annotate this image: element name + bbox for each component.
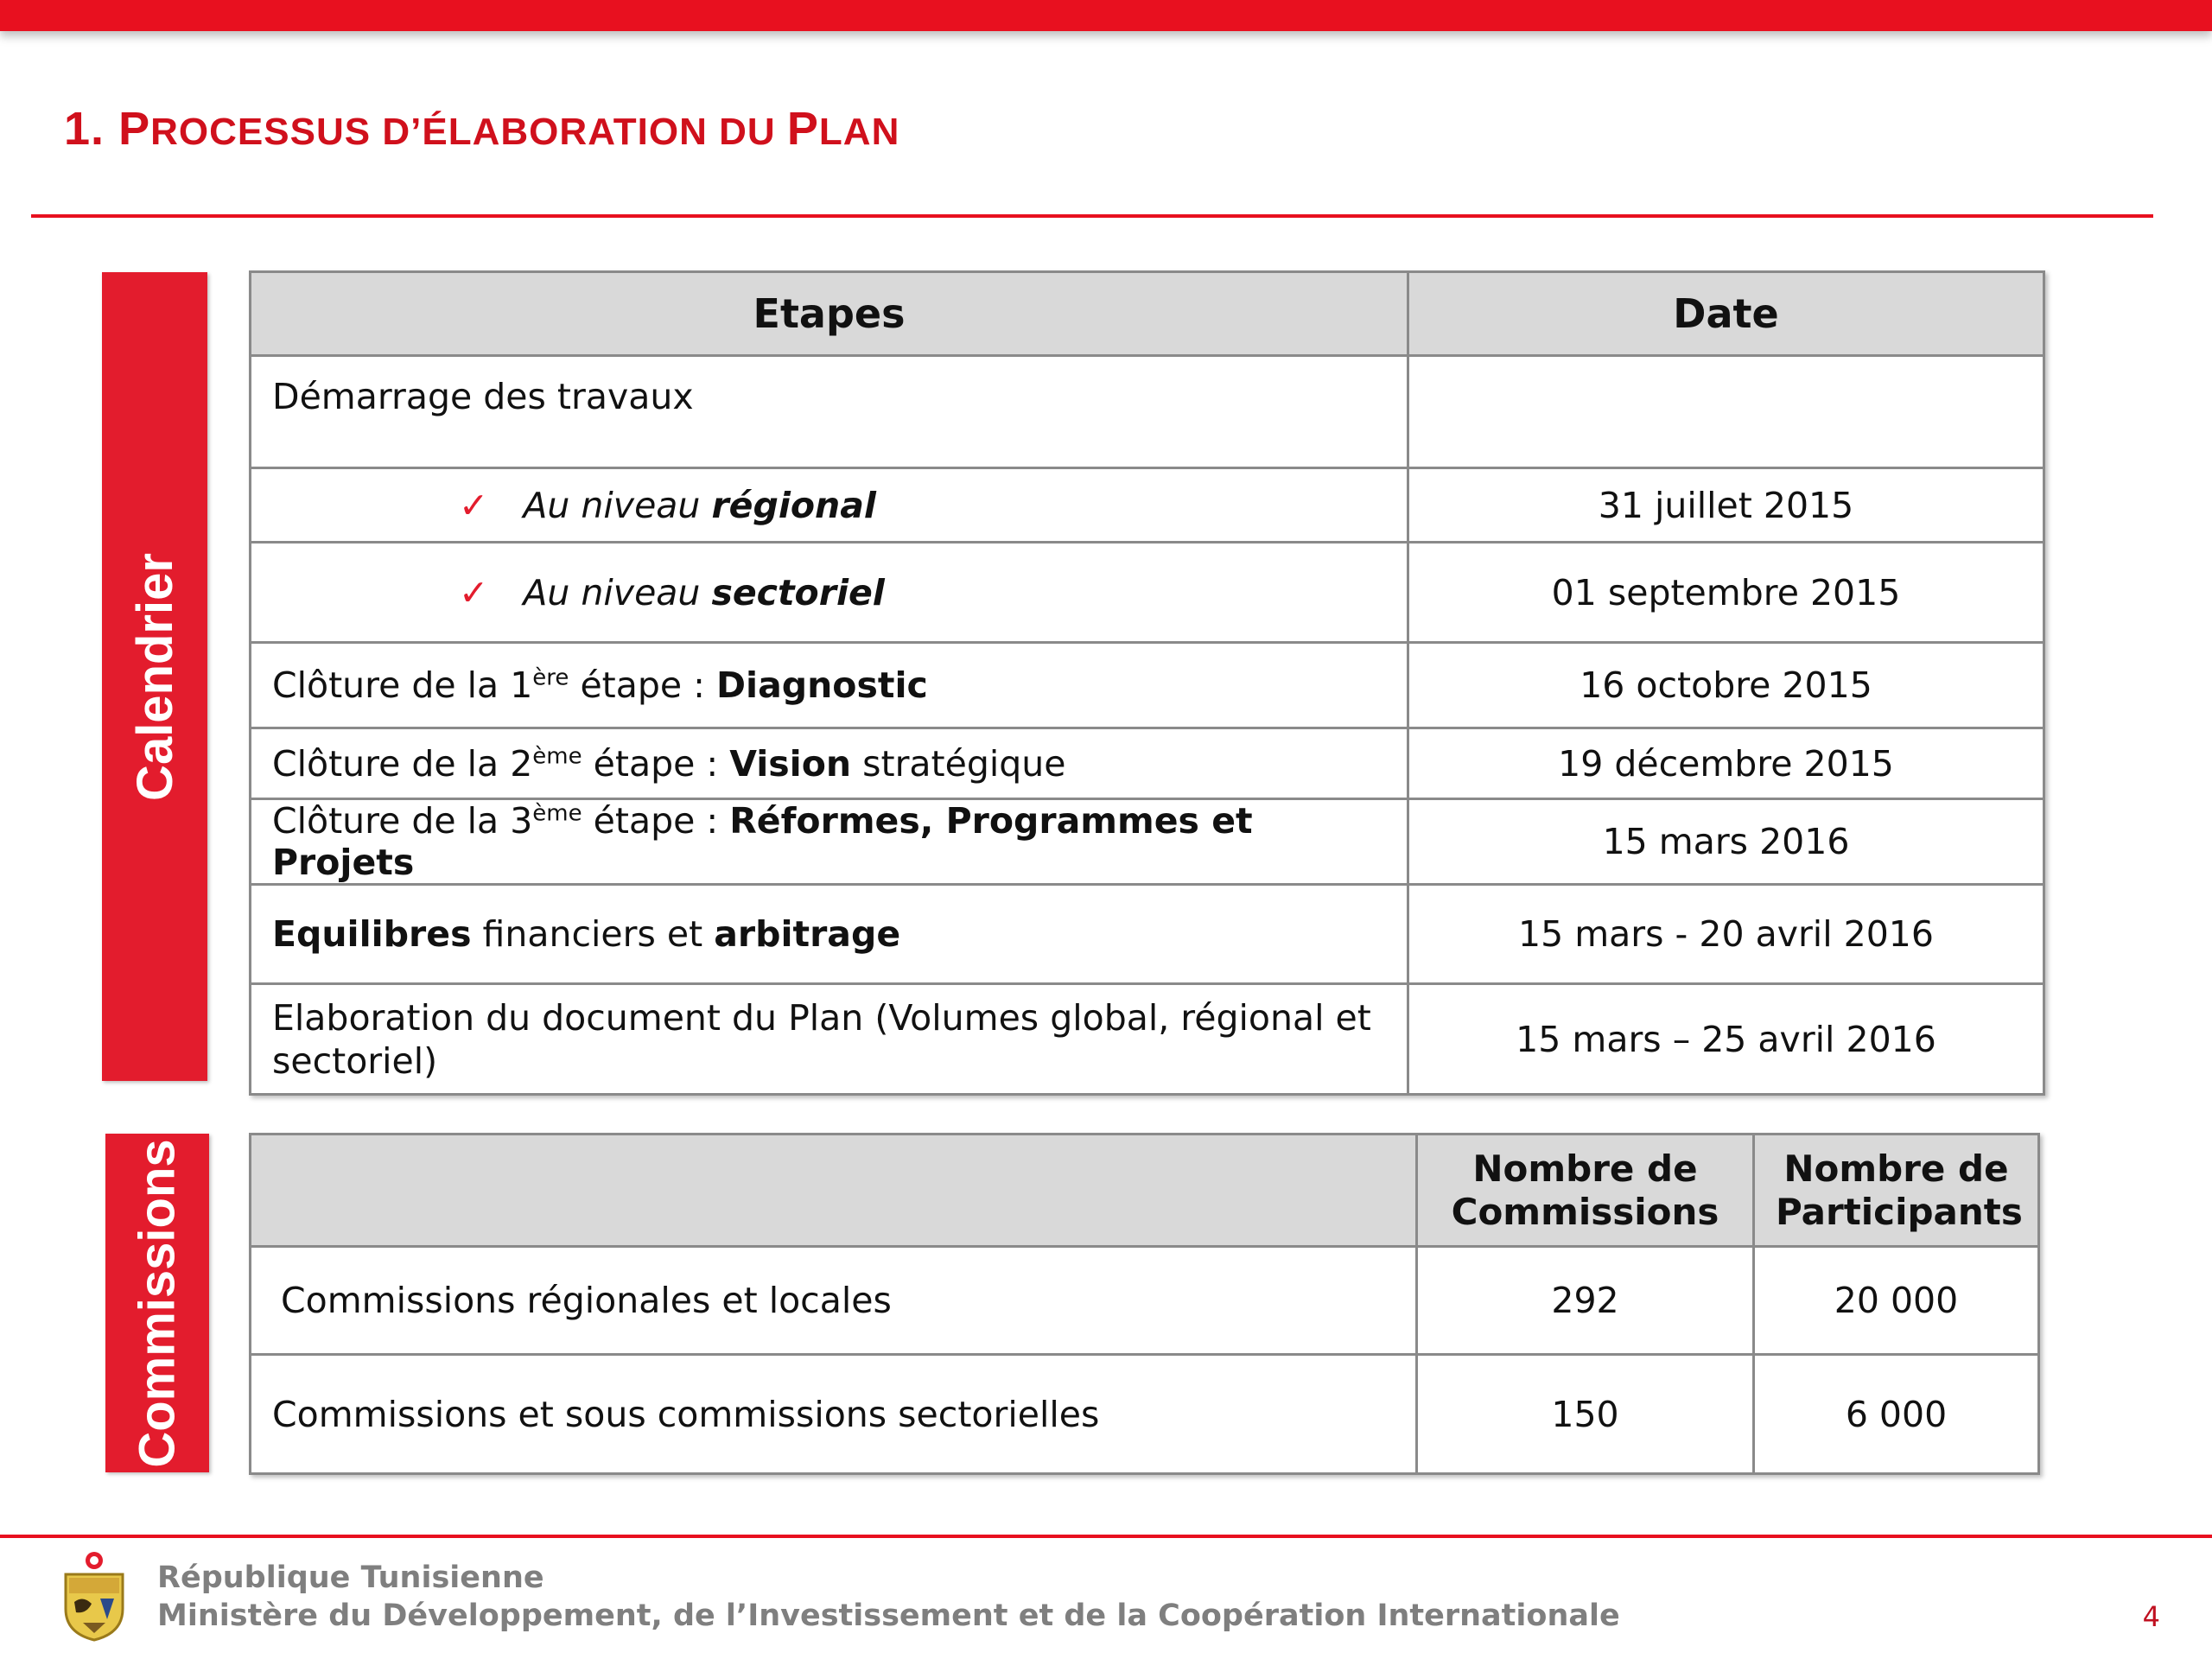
table-row xyxy=(251,984,2044,1095)
table-row xyxy=(251,468,2044,543)
etape-bold: arbitrage xyxy=(714,913,901,955)
etape-cell xyxy=(251,643,1408,728)
table-header-row xyxy=(251,1135,2039,1247)
etape-bold: Réformes, Programmes et Projets xyxy=(272,800,1253,883)
etape-prefix: Au niveau xyxy=(523,571,712,613)
table-header-row xyxy=(251,272,2044,356)
etape-text: Clôture de la 2 xyxy=(272,742,533,785)
etape-cell: Elaboration du document du Plan (Volumes global, régional et sectoriel) xyxy=(251,984,1408,1095)
etape-bold: Diagnostic xyxy=(716,664,928,706)
date-cell xyxy=(1408,356,2044,468)
etape-cell xyxy=(251,728,1408,799)
header-blank xyxy=(251,1135,1417,1247)
etape-text: financiers et xyxy=(471,913,715,955)
etape-cell xyxy=(251,468,1408,543)
table-row xyxy=(251,885,2044,984)
date-cell: 16 octobre 2015 xyxy=(1408,643,2044,728)
table-row xyxy=(251,728,2044,799)
etape-text: stratégique xyxy=(851,742,1066,785)
etape-bold: régional xyxy=(711,484,876,526)
header-nombre-commissions: Nombre de Commissions xyxy=(1417,1135,1754,1247)
participants-count-cell: 20 000 xyxy=(1754,1247,2039,1355)
title-number: 1. xyxy=(64,103,105,155)
table-row xyxy=(251,799,2044,885)
table-row xyxy=(251,356,2044,468)
etape-text: étape : xyxy=(582,800,730,842)
commissions-count-cell: 150 xyxy=(1417,1355,1754,1474)
date-cell: 31 juillet 2015 xyxy=(1408,468,2044,543)
calendrier-label-text: Calendrier xyxy=(126,552,183,801)
footer-divider xyxy=(0,1535,2212,1538)
date-cell: 19 décembre 2015 xyxy=(1408,728,2044,799)
title-divider xyxy=(31,214,2153,218)
table-row xyxy=(251,1247,2039,1355)
calendrier-side-label xyxy=(102,272,207,1081)
commissions-side-label xyxy=(105,1134,209,1472)
footer-republic: République Tunisienne xyxy=(157,1560,544,1595)
table-row xyxy=(251,1355,2039,1474)
date-cell: 15 mars 2016 xyxy=(1408,799,2044,885)
header-etapes: Etapes xyxy=(251,272,1408,356)
etape-prefix: Au niveau xyxy=(523,484,712,526)
date-cell: 15 mars - 20 avril 2016 xyxy=(1408,885,2044,984)
checkmark-icon: ✓ xyxy=(459,484,489,526)
checkmark-icon: ✓ xyxy=(459,571,489,613)
etape-sup: ème xyxy=(532,742,582,769)
commission-label-cell: Commissions et sous commissions sectorielles xyxy=(251,1355,1417,1474)
etape-cell: Démarrage des travaux xyxy=(251,356,1408,468)
header-nombre-participants: Nombre de Participants xyxy=(1754,1135,2039,1247)
commission-label-cell: Commissions régionales et locales xyxy=(251,1247,1417,1355)
etape-text: Clôture de la 3 xyxy=(272,800,533,842)
etape-sup: ème xyxy=(532,800,582,827)
title-text: PROCESSUS D’ÉLABORATION DU PLAN xyxy=(118,103,900,155)
etape-bold: Equilibres xyxy=(272,913,472,955)
tunisia-coat-of-arms-icon xyxy=(57,1548,131,1643)
date-cell: 01 septembre 2015 xyxy=(1408,543,2044,643)
etape-bold: Vision xyxy=(729,742,852,785)
etape-cell xyxy=(251,543,1408,643)
commissions-count-cell: 292 xyxy=(1417,1247,1754,1355)
table-row xyxy=(251,643,2044,728)
etape-text: étape : xyxy=(569,664,717,706)
footer-ministry: Ministère du Développement, de l’Investissement et de la Coopération Internationale xyxy=(157,1599,1620,1633)
etape-text: étape : xyxy=(582,742,730,785)
top-accent-bar xyxy=(0,0,2212,31)
etape-bold: sectoriel xyxy=(711,571,885,613)
header-date: Date xyxy=(1408,272,2044,356)
etape-text: Clôture de la 1 xyxy=(272,664,533,706)
commissions-table xyxy=(249,1133,2040,1475)
participants-count-cell: 6 000 xyxy=(1754,1355,2039,1474)
calendrier-table xyxy=(249,270,2045,1096)
page-title xyxy=(64,102,899,156)
commissions-label-text: Commissions xyxy=(129,1138,186,1468)
etape-cell xyxy=(251,799,1408,885)
etape-sup: ère xyxy=(532,664,569,691)
etape-cell xyxy=(251,885,1408,984)
table-row xyxy=(251,543,2044,643)
page-number: 4 xyxy=(2142,1600,2160,1633)
date-cell: 15 mars – 25 avril 2016 xyxy=(1408,984,2044,1095)
